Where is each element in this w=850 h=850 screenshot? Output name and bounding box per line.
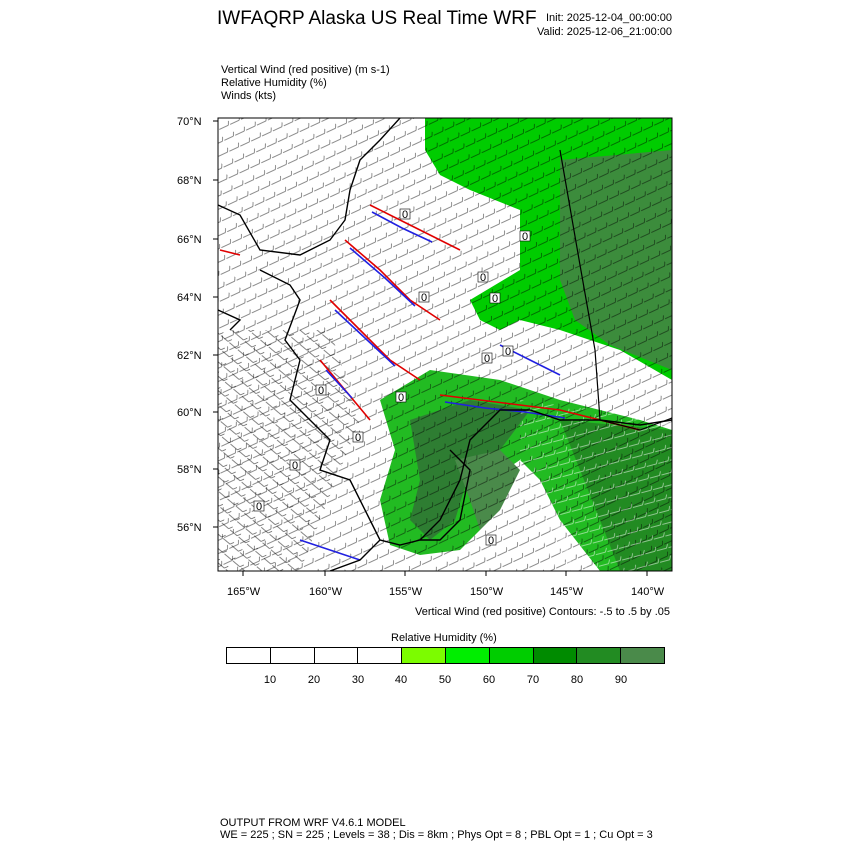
colorbar-label: 60 — [482, 674, 496, 686]
valid-time: Valid: 2025-12-06_21:00:00 — [537, 26, 672, 38]
lat-label: 56°N — [177, 522, 202, 534]
colorbar-box — [577, 648, 621, 663]
lon-label: 150°W — [470, 586, 504, 598]
contour-label: 0 — [492, 293, 499, 305]
colorbar-label: 10 — [263, 674, 277, 686]
contour-label: 0 — [256, 501, 263, 513]
lat-label: 64°N — [177, 292, 202, 304]
colorbar-label: 70 — [526, 674, 540, 686]
latitude-axis — [213, 121, 218, 527]
colorbar-label: 30 — [351, 674, 365, 686]
footer-config: WE = 225 ; SN = 225 ; Levels = 38 ; Dis = 8km ; Phys Opt = 8 ; PBL Opt = 1 ; Cu Opt = 3 — [220, 829, 653, 841]
colorbar-box — [227, 648, 271, 663]
contour-label: 0 — [398, 392, 405, 404]
contour-label: 0 — [505, 346, 512, 358]
legend-title: Relative Humidity (%) — [391, 632, 497, 644]
footer-model: OUTPUT FROM WRF V4.6.1 MODEL — [220, 817, 406, 829]
plot-title: IWFAQRP Alaska US Real Time WRF — [217, 8, 537, 29]
contour-label: 0 — [318, 385, 325, 397]
field-relative-humidity: Relative Humidity (%) — [221, 77, 327, 89]
contour-label: 0 — [421, 292, 428, 304]
map-field — [218, 118, 672, 571]
lon-label: 160°W — [309, 586, 343, 598]
colorbar-label: 80 — [570, 674, 584, 686]
colorbar-box — [402, 648, 446, 663]
lon-label: 145°W — [550, 586, 584, 598]
colorbar-label: 50 — [438, 674, 452, 686]
colorbar-box — [490, 648, 534, 663]
contour-label: 0 — [402, 209, 409, 221]
colorbar-label: 20 — [307, 674, 321, 686]
colorbar-box — [534, 648, 578, 663]
lon-label: 140°W — [631, 586, 665, 598]
colorbar-box — [446, 648, 490, 663]
longitude-axis — [243, 571, 647, 576]
contour-label: 0 — [355, 432, 362, 444]
field-winds: Winds (kts) — [221, 90, 276, 102]
lat-label: 66°N — [177, 234, 202, 246]
colorbar-box — [315, 648, 359, 663]
colorbar-label: 40 — [394, 674, 408, 686]
colorbar-box — [621, 648, 664, 663]
field-vertical-wind: Vertical Wind (red positive) (m s-1) — [221, 64, 390, 76]
lat-label: 68°N — [177, 175, 202, 187]
contour-label: 0 — [292, 460, 299, 472]
lon-label: 155°W — [389, 586, 423, 598]
contour-label: 0 — [484, 353, 491, 365]
wind-barbs-white — [520, 400, 672, 571]
contour-label: 0 — [480, 272, 487, 284]
colorbar-box — [271, 648, 315, 663]
contour-label: 0 — [488, 535, 495, 547]
lat-label: 60°N — [177, 407, 202, 419]
lat-label: 70°N — [177, 116, 202, 128]
lat-label: 62°N — [177, 350, 202, 362]
lat-label: 58°N — [177, 464, 202, 476]
rh-colorbar — [226, 647, 665, 664]
colorbar-label: 90 — [614, 674, 628, 686]
contour-label: 0 — [522, 231, 529, 243]
init-time: Init: 2025-12-04_00:00:00 — [546, 12, 672, 24]
lon-label: 165°W — [227, 586, 261, 598]
colorbar-box — [358, 648, 402, 663]
contour-note: Vertical Wind (red positive) Contours: -.5 to .5 by .05 — [415, 606, 670, 618]
